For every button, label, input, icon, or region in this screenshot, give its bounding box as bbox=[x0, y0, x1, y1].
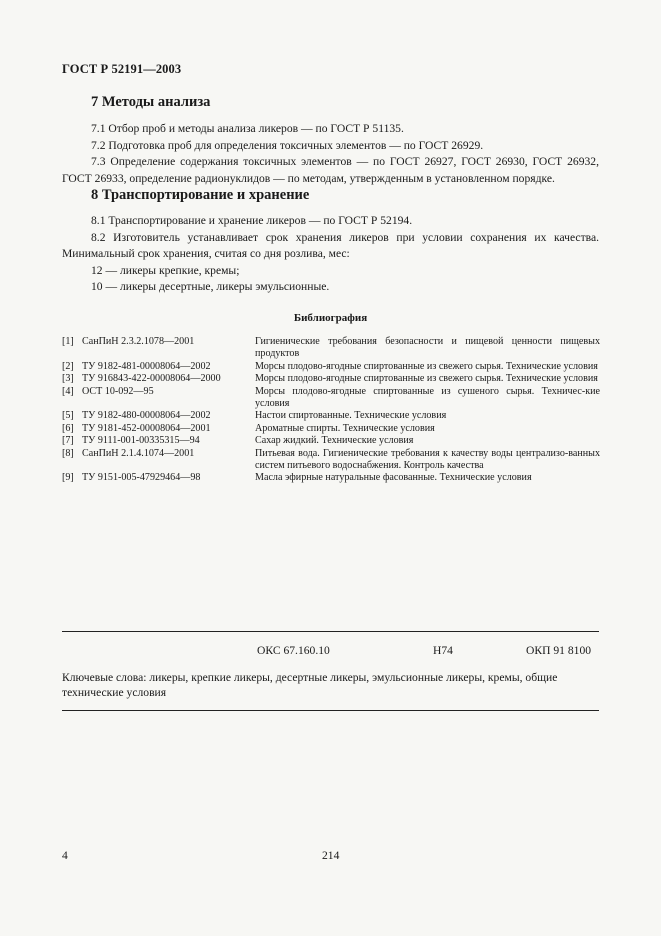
section-8-title: 8 Транспортирование и хранение bbox=[91, 187, 310, 203]
keywords: Ключевые слова: ликеры, крепкие ликеры, десертные ликеры, эмульсионные ликеры, кремы, общие технические условия bbox=[62, 671, 558, 699]
bib-code: ТУ 9182-480-00008064—2002 bbox=[82, 410, 211, 422]
bib-code: СанПиН 2.1.4.1074—2001 bbox=[82, 447, 195, 459]
paragraph-8-2: 8.2 Изготовитель устанавливает срок хранения ликеров при условии сохранения их качества. Минимальный срок хранения, считая со дня розлива, мес: bbox=[62, 230, 599, 260]
bib-number: [6] bbox=[62, 422, 74, 434]
bib-code: ТУ 9182-481-00008064—2002 bbox=[82, 360, 211, 372]
bibliography-item bbox=[62, 336, 602, 361]
bibliography-item bbox=[62, 423, 602, 435]
storage-line-1: 12 — ликеры крепкие, кремы; bbox=[91, 263, 240, 277]
paragraph-7-3: 7.3 Определение содержания токсичных элементов — по ГОСТ 26927, ГОСТ 26930, ГОСТ 26932, ГОСТ 26933, определение радионуклидов — по методам, утвержденным в установленном порядке. bbox=[62, 155, 599, 185]
bibliography-item bbox=[62, 410, 602, 422]
bibliography-title: Библиография bbox=[293, 312, 368, 324]
bibliography-item bbox=[62, 472, 602, 484]
paragraph-8-1: 8.1 Транспортирование и хранение ликеров — по ГОСТ Р 52194. bbox=[91, 214, 413, 227]
bib-number: [5] bbox=[62, 410, 74, 422]
section-7-title: 7 Методы анализа bbox=[91, 94, 211, 110]
paragraph-7-1: 7.1 Отбор проб и методы анализа ликеров — по ГОСТ Р 51135. bbox=[91, 122, 404, 135]
okp-code: ОКП 91 8100 bbox=[526, 644, 592, 657]
bib-description: Гигиенические требования безопасности и пищевой ценности пищевых продуктов bbox=[255, 336, 600, 360]
bib-description: Настои спиртованные. Технические условия bbox=[255, 410, 447, 422]
group-code: Н74 bbox=[433, 644, 453, 657]
storage-line-2: 10 — ликеры десертные, ликеры эмульсионные. bbox=[91, 280, 330, 293]
bib-code: ТУ 9181-452-00008064—2001 bbox=[82, 422, 211, 434]
bib-number: [1] bbox=[62, 336, 74, 347]
bib-number: [9] bbox=[62, 472, 74, 484]
bottom-divider bbox=[62, 710, 599, 711]
bib-description: Морсы плодово-ягодные спиртованные из свежего сырья. Технические условия bbox=[255, 373, 598, 385]
bib-description: Морсы плодово-ягодные спиртованные из сушеного сырья. Техничес-кие условия bbox=[255, 385, 600, 410]
bibliography-item bbox=[62, 435, 602, 447]
bib-number: [8] bbox=[62, 447, 74, 459]
bib-code: ТУ 916843-422-00008064—2000 bbox=[82, 373, 221, 385]
section-7-body bbox=[62, 121, 599, 187]
bib-number: [3] bbox=[62, 373, 74, 385]
standard-code-header: ГОСТ Р 52191—2003 bbox=[62, 62, 182, 76]
bib-number: [7] bbox=[62, 435, 74, 447]
bib-code: ТУ 9151-005-47929464—98 bbox=[82, 472, 201, 484]
bib-code: СанПиН 2.3.2.1078—2001 bbox=[82, 336, 195, 347]
bib-description: Масла эфирные натуральные фасованные. Технические условия bbox=[255, 472, 532, 484]
bib-description: Морсы плодово-ягодные спиртованные из свежего сырья. Технические условия bbox=[255, 360, 598, 372]
bib-number: [4] bbox=[62, 385, 74, 397]
bib-description: Сахар жидкий. Технические условия bbox=[255, 435, 414, 447]
paragraph-7-2: 7.2 Подготовка проб для определения токсичных элементов — по ГОСТ 26929. bbox=[91, 138, 484, 152]
bib-code: ОСТ 10-092—95 bbox=[82, 385, 154, 397]
bib-description: Ароматные спирты. Технические условия bbox=[255, 422, 435, 434]
page-number-center: 214 bbox=[322, 849, 340, 862]
bibliography-list bbox=[62, 336, 602, 485]
bibliography-item bbox=[62, 373, 602, 385]
section-8-body bbox=[62, 213, 599, 296]
bibliography-item bbox=[62, 386, 602, 411]
bib-code: ТУ 9111-001-00335315—94 bbox=[82, 435, 200, 447]
bibliography-item bbox=[62, 448, 602, 473]
bib-number: [2] bbox=[62, 360, 74, 372]
bibliography-item bbox=[62, 361, 602, 373]
top-divider bbox=[62, 631, 599, 632]
oks-code: ОКС 67.160.10 bbox=[257, 644, 330, 657]
bib-description: Питьевая вода. Гигиенические требования к качеству воды централизо-ванных систем питьевого водоснабжения. Контроль качества bbox=[255, 447, 600, 472]
page-number-left: 4 bbox=[62, 849, 68, 862]
